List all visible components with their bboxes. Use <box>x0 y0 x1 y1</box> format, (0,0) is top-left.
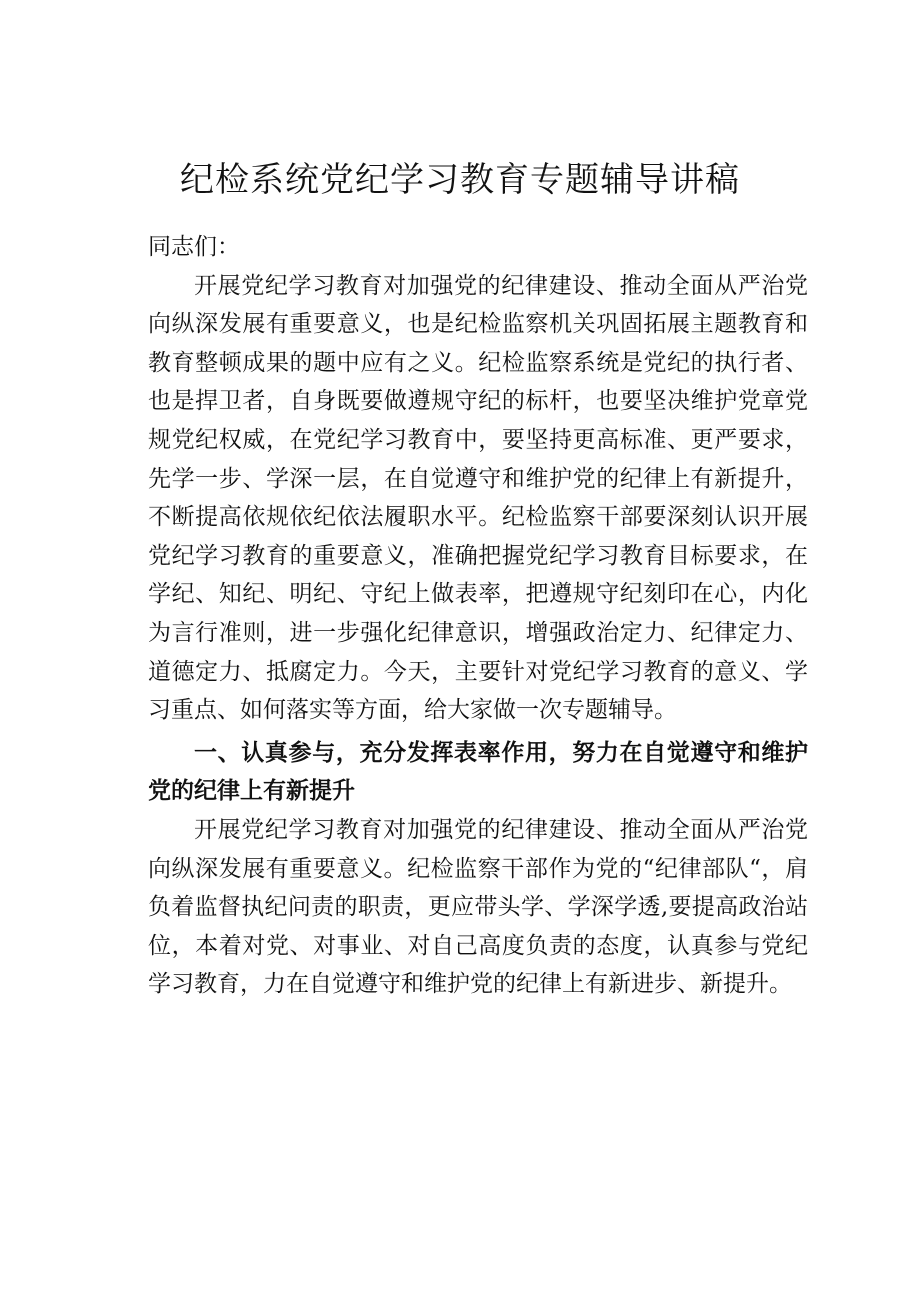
document-body <box>148 228 808 1004</box>
intro-paragraph: 开展党纪学习教育对加强党的纪律建设、推动全面从严治党向纵深发展有重要意义，也是纪检监察机关巩固拓展主题教育和教育整顿成果的题中应有之义。纪检监察系统是党纪的执行者、也是捍卫者，自身既要做遵规守纪的标杆，也要坚决维护党章党规党纪权威，在党纪学习教育中，要坚持更高标准、更严要求，先学一步、学深一层，在自觉遵守和维护党的纪律上有新提升，不断提高依规依纪依法履职水平。纪检监察干部要深刻认识开展党纪学习教育的重要意义，准确把握党纪学习教育目标要求，在学纪、知纪、明纪、守纪上做表率，把遵规守纪刻印在心，内化为言行准则，进一步强化纪律意识，增强政治定力、纪律定力、道德定力、抵腐定力。今天，主要针对党纪学习教育的意义、学习重点、如何落实等方面，给大家做一次专题辅导。 <box>148 272 808 724</box>
document-title: 纪检系统党纪学习教育专题辅导讲稿 <box>180 160 740 200</box>
section-heading: 一、认真参与，充分发挥表率作用，努力在自觉遵守和维护党的纪律上有新提升 <box>148 739 808 805</box>
section-paragraph: 开展党纪学习教育对加强党的纪律建设、推动全面从严治党向纵深发展有重要意义。纪检监察干部作为党的“纪律部队“，肩负着监督执纪问责的职责，更应带头学、学深学透,要提高政治站位，本着对党、对事业、对自己高度负责的态度，认真参与党纪学习教育，力在自觉遵守和维护党的纪律上有新进步、新提升。 <box>148 816 808 998</box>
salutation: 同志们： <box>148 234 240 260</box>
